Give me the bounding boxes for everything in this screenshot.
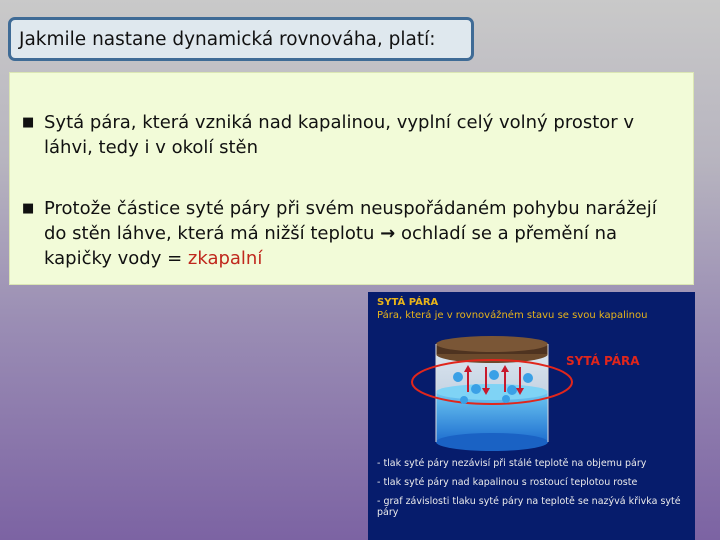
- bullet-square-icon: ■: [22, 201, 35, 216]
- arrow-right-icon: →: [380, 223, 396, 244]
- molecule: [471, 384, 481, 394]
- bullet-item-2: [22, 196, 682, 271]
- bullet-square-icon: ■: [22, 115, 35, 130]
- figure-title: SYTÁ PÁRA: [377, 297, 439, 308]
- bullet-text-2: [22, 196, 682, 271]
- bullet-item-1: [22, 110, 682, 160]
- slide-title-box: [8, 17, 474, 61]
- slide-title: Jakmile nastane dynamická rovnováha, platí:: [19, 28, 436, 50]
- saturated-vapor-figure: [368, 292, 695, 540]
- figure-note-1: - tlak syté páry nezávisí při stálé teplotě na objemu páry: [377, 458, 647, 469]
- bullet-text-2-part2: ochladí se a přemění na kapičky vody =: [44, 223, 618, 269]
- bullet-text-2-part1: Protože částice syté páry při svém neuspořádaném pohybu narážejí do stěn láhve, která má nižší teplotu: [44, 198, 657, 244]
- liquid-surface: [436, 384, 548, 400]
- figure-vapor-label: SYTÁ PÁRA: [566, 354, 640, 368]
- molecule: [453, 372, 463, 382]
- beaker-bottom: [436, 433, 548, 451]
- molecule: [502, 395, 510, 403]
- figure-subtitle: Pára, která je v rovnovážném stavu se svou kapalinou: [377, 310, 648, 321]
- molecule: [460, 396, 468, 404]
- molecule: [489, 370, 499, 380]
- bullet-text-1: Sytá pára, která vzniká nad kapalinou, vyplní celý volný prostor v láhvi, tedy i v okolí stěn: [44, 112, 635, 158]
- figure-note-3: - graf závislosti tlaku syté páry na teplotě se nazývá křivka syté páry: [377, 496, 681, 518]
- highlight-word: zkapalní: [187, 248, 263, 269]
- content-box: [9, 72, 694, 285]
- molecule: [523, 373, 533, 383]
- molecule: [507, 385, 517, 395]
- lid-top: [436, 336, 548, 352]
- figure-note-2: - tlak syté páry nad kapalinou s rostoucí teplotou roste: [377, 477, 638, 488]
